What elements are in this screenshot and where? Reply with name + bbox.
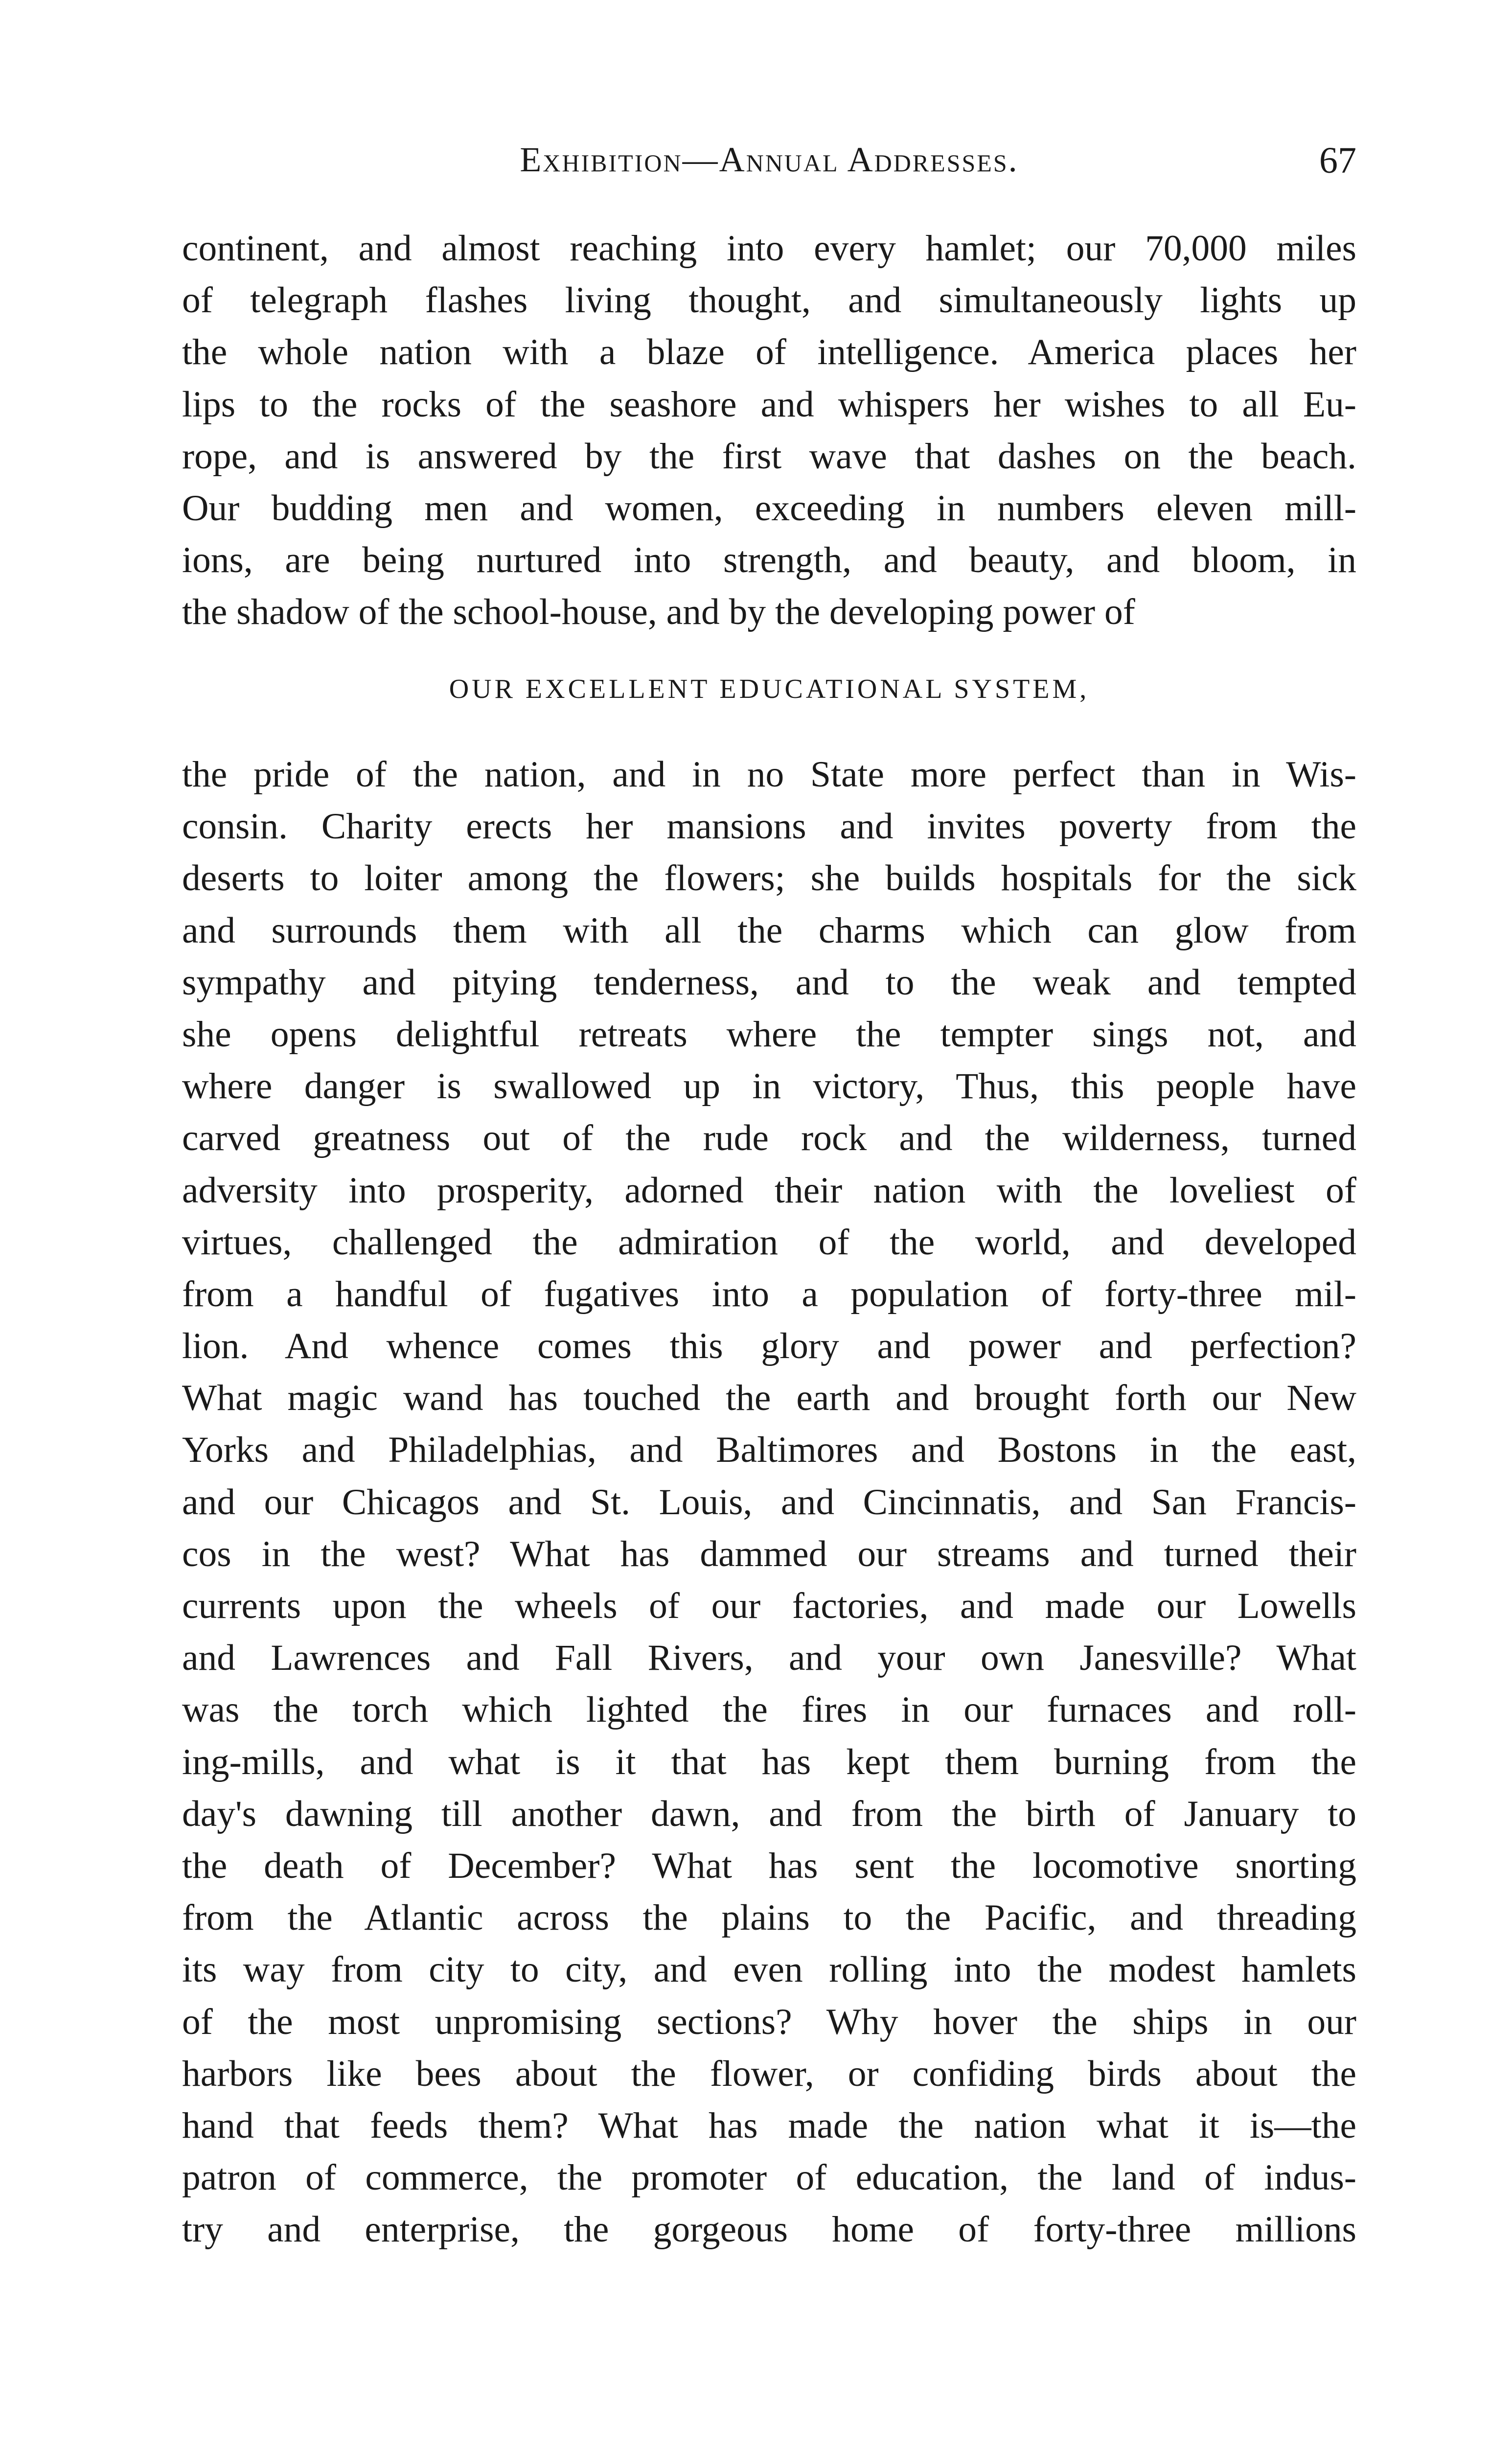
text-line: and our Chicagos and St. Louis, and Cincinnatis, and San Francis- [182, 1481, 1356, 1523]
text-line: the whole nation with a blaze of intelligence. America places her [182, 332, 1356, 373]
text-line: from the Atlantic across the plains to the Pacific, and threading [182, 1897, 1356, 1939]
text-line: What magic wand has touched the earth and brought forth our New [182, 1378, 1356, 1419]
text-line: rope, and is answered by the first wave that dashes on the beach. [182, 436, 1356, 477]
text-line: lips to the rocks of the seashore and whispers her wishes to all Eu- [182, 384, 1356, 425]
text-line: lion. And whence comes this glory and power and perfection? [182, 1326, 1356, 1367]
text-line: hand that feeds them? What has made the nation what it is—the [182, 2105, 1356, 2146]
text-line: ing-mills, and what is it that has kept them burning from the [182, 1741, 1356, 1782]
text-line: patron of commerce, the promoter of education, the land of indus- [182, 2157, 1356, 2198]
text-line: of telegraph flashes living thought, and simultaneously lights up [182, 280, 1356, 321]
text-line: harbors like bees about the flower, or confiding birds about the [182, 2053, 1356, 2094]
text-line: and Lawrences and Fall Rivers, and your own Janesville? What [182, 1638, 1356, 1679]
text-line: try and enterprise, the gorgeous home of forty-three millions [182, 2209, 1356, 2250]
text-line: was the torch which lighted the fires in our furnaces and roll- [182, 1689, 1356, 1731]
text-line: virtues, challenged the admiration of the world, and developed [182, 1222, 1356, 1263]
text-line: the pride of the nation, and in no State more perfect than in Wis- [182, 754, 1356, 795]
text-line: sympathy and pitying tenderness, and to the weak and tempted [182, 962, 1356, 1003]
text-line: continent, and almost reaching into every hamlet; our 70,000 miles [182, 228, 1356, 269]
text-line: consin. Charity erects her mansions and invites poverty from the [182, 806, 1356, 847]
paragraph-2 [182, 749, 1356, 2256]
text-line: the death of December? What has sent the locomotive snorting [182, 1845, 1356, 1886]
text-line: of the most unpromising sections? Why hover the ships in our [182, 2001, 1356, 2042]
section-subheading: OUR EXCELLENT EDUCATIONAL SYSTEM, [449, 674, 1090, 704]
text-line: and surrounds them with all the charms which can glow from [182, 910, 1356, 951]
text-line: day's dawning till another dawn, and from the birth of January to [182, 1793, 1356, 1834]
paragraph-1 [182, 223, 1356, 639]
text-line: adversity into prosperity, adorned their nation with the loveliest of [182, 1170, 1356, 1211]
text-line: its way from city to city, and even rolling into the modest hamlets [182, 1949, 1356, 1990]
text-line: cos in the west? What has dammed our streams and turned their [182, 1533, 1356, 1574]
text-line: deserts to loiter among the flowers; she builds hospitals for the sick [182, 858, 1356, 899]
running-title: Exhibition—Annual Addresses. [520, 140, 1019, 179]
text-line: ions, are being nurtured into strength, and beauty, and bloom, in [182, 540, 1356, 581]
page-header [182, 139, 1356, 193]
text-line: Our budding men and women, exceeding in numbers eleven mill- [182, 487, 1356, 529]
text-line: currents upon the wheels of our factories, and made our Lowells [182, 1586, 1356, 1626]
page-number: 67 [1319, 140, 1356, 181]
text-line: carved greatness out of the rude rock and the wilderness, turned [182, 1118, 1356, 1159]
text-line: where danger is swallowed up in victory, Thus, this people have [182, 1066, 1356, 1107]
text-line: the shadow of the school-house, and by the developing power of [182, 592, 1135, 633]
text-line: she opens delightful retreats where the tempter sings not, and [182, 1014, 1356, 1055]
text-line: from a handful of fugatives into a population of forty-three mil- [182, 1273, 1356, 1315]
text-line: Yorks and Philadelphias, and Baltimores and Bostons in the east, [182, 1430, 1356, 1471]
